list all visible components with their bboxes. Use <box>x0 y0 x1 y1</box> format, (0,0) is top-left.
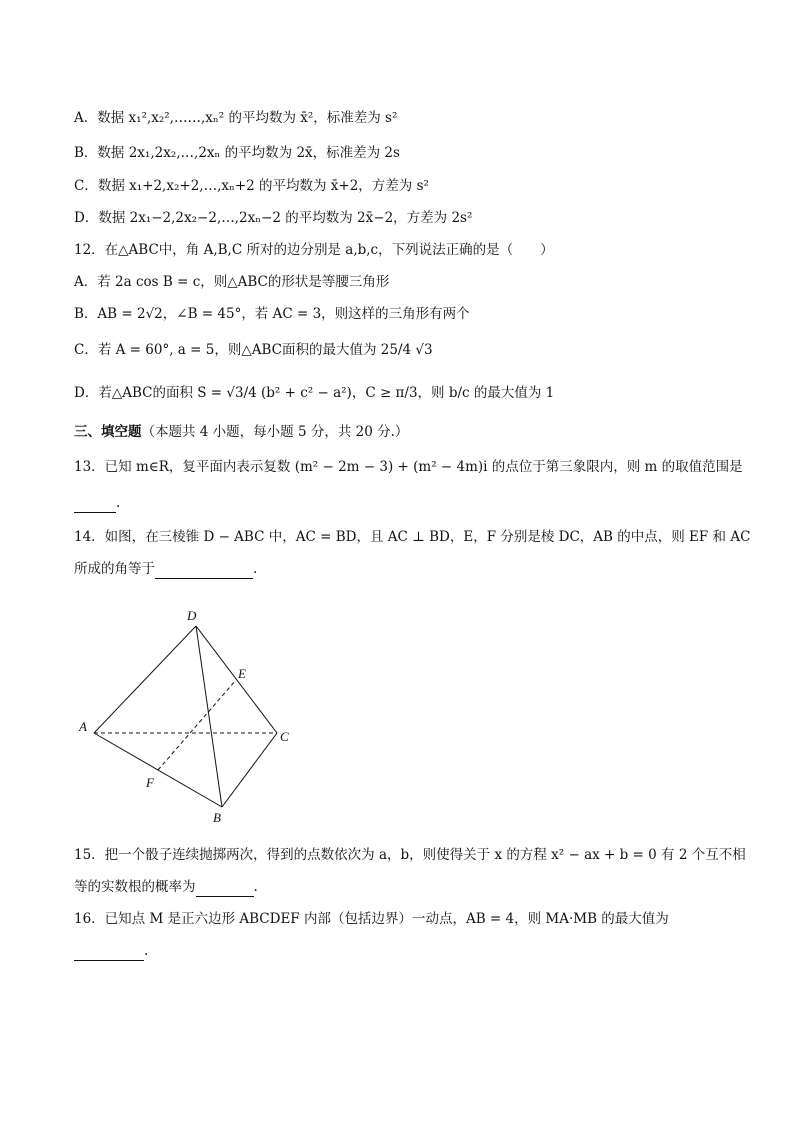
answer-blank-16 <box>74 944 144 961</box>
question-15-line2: 等的实数根的概率为 . <box>74 879 258 895</box>
option-q11-a: A．数据 x₁²,x₂²,……,xₙ² 的平均数为 x̄²，标准差为 s² <box>74 110 398 126</box>
question-15-line1: 15．把一个骰子连续抛掷两次，得到的点数依次为 a，b，则使得关于 x 的方程 x² − ax + b = 0 有 2 个互不相 <box>74 847 746 863</box>
option-q11-b: B．数据 2x₁,2x₂,…,2xₙ 的平均数为 2x̄，标准差为 2s <box>74 145 400 161</box>
edge-ad <box>94 626 196 733</box>
question-13-answer: . <box>74 493 120 513</box>
tetrahedron-figure <box>70 600 310 834</box>
option-q12-a: A．若 2a cos B = c，则△ABC的形状是等腰三角形 <box>74 274 390 290</box>
label-b: B <box>213 810 221 825</box>
label-a: A <box>79 719 87 734</box>
section-note: （本题共 4 小题，每小题 5 分，共 20 分.） <box>141 424 409 440</box>
option-q12-b: B．AB = 2√2，∠B = 45°，若 AC = 3，则这样的三角形有两个 <box>74 306 470 322</box>
question-14-line1: 14．如图，在三棱锥 D − ABC 中，AC = BD，且 AC ⊥ BD，E，F 分别是棱 DC，AB 的中点，则 EF 和 AC <box>74 529 751 545</box>
answer-blank-14 <box>155 562 253 579</box>
question-12-stem: 12．在△ABC中，角 A,B,C 所对的边分别是 a,b,c，下列说法正确的是（ ） <box>74 242 554 258</box>
option-q12-c: C．若 A = 60°, a = 5，则△ABC面积的最大值为 25/4 √3 <box>74 342 433 358</box>
segment-ef <box>158 680 236 770</box>
label-d: D <box>187 608 197 623</box>
label-f: F <box>146 775 154 790</box>
section-title: 三、填空题 <box>74 424 142 440</box>
option-q11-c: C．数据 x₁+2,x₂+2,…,xₙ+2 的平均数为 x̄+2，方差为 s² <box>74 178 429 194</box>
edge-bc <box>222 733 277 807</box>
answer-blank-13 <box>74 496 116 513</box>
answer-blank-15 <box>196 880 254 897</box>
option-q12-d: D．若△ABC的面积 S = √3/4 (b² + c² − a²)，C ≥ π/3，则 b/c 的最大值为 1 <box>74 385 555 401</box>
edge-db <box>196 626 222 807</box>
question-16-answer: . <box>74 941 148 961</box>
section-heading <box>74 422 408 442</box>
edge-dc <box>196 626 277 733</box>
label-e: E <box>238 666 246 681</box>
question-13: 13．已知 m∈R，复平面内表示复数 (m² − 2m − 3) + (m² − 4m)i 的点位于第三象限内，则 m 的取值范围是 <box>74 459 743 475</box>
label-c: C <box>280 729 289 744</box>
question-16: 16．已知点 M 是正六边形 ABCDEF 内部（包括边界）一动点，AB = 4，则 MA·MB 的最大值为 <box>74 911 669 927</box>
option-q11-d: D．数据 2x₁−2,2x₂−2,…,2xₙ−2 的平均数为 2x̄−2，方差为 2s² <box>74 210 473 226</box>
question-14-line2: 所成的角等于 . <box>74 561 258 577</box>
